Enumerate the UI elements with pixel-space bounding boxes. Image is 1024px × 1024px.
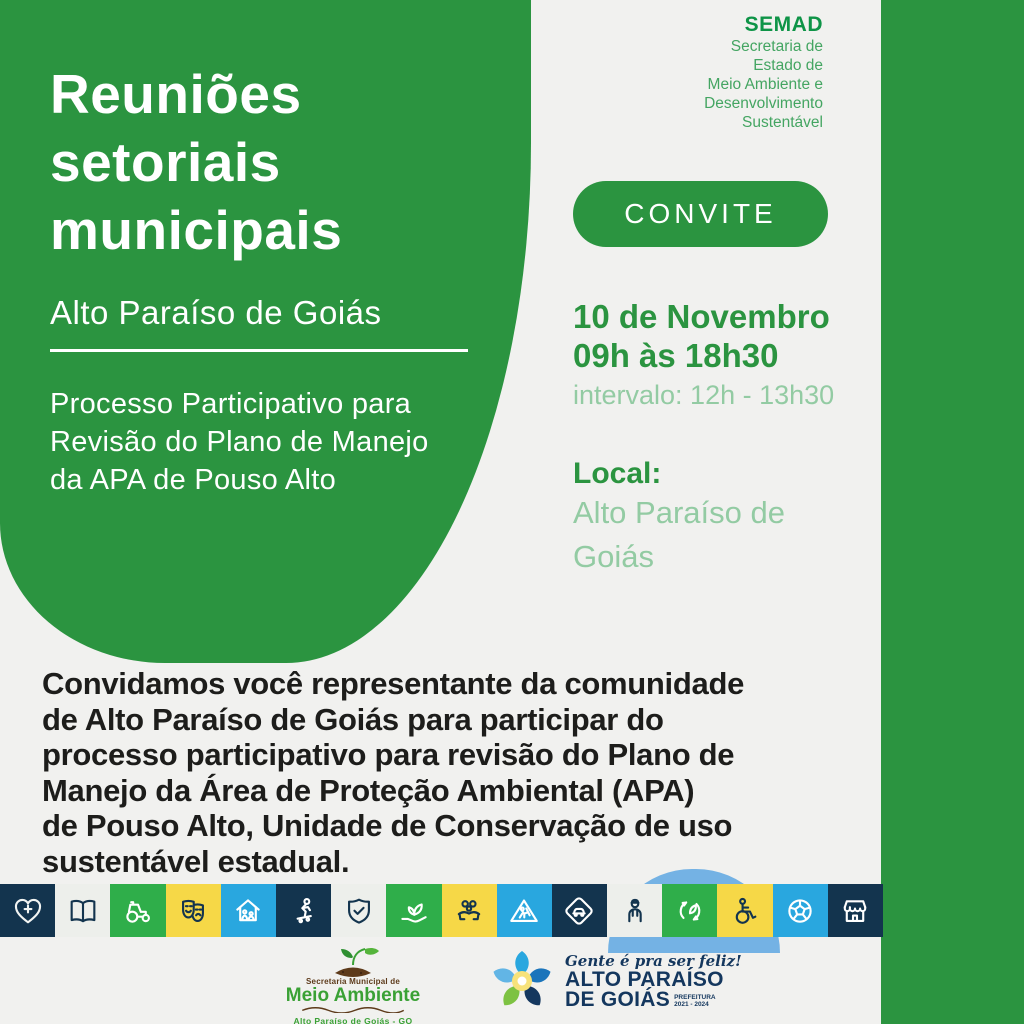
subtitle-divider bbox=[50, 349, 468, 352]
wave-line-icon bbox=[293, 1006, 413, 1013]
icon-tile-theater-masks bbox=[166, 884, 221, 937]
icon-tile-traffic-sign bbox=[552, 884, 607, 937]
poster-desc-line1: Processo Participativo para bbox=[50, 388, 412, 420]
icon-tile-wheelchair-access bbox=[717, 884, 772, 937]
term-line2: 2021 - 2024 bbox=[674, 1001, 709, 1008]
event-interval: intervalo: 12h - 13h30 bbox=[573, 380, 835, 410]
semad-line4: Desenvolvimento bbox=[704, 95, 823, 112]
icon-tile-store-front bbox=[828, 884, 883, 937]
right-green-strip bbox=[881, 0, 1024, 1024]
recycle-leaf-icon bbox=[673, 894, 707, 928]
family-care-icon bbox=[452, 894, 486, 928]
municipio-label: Alto Paraíso de Goiás - GO bbox=[293, 1016, 413, 1024]
icon-tile-soccer-ball bbox=[773, 884, 828, 937]
invitation-line2: de Alto Paraíso de Goiás para participar do bbox=[42, 701, 664, 737]
shield-check-icon bbox=[342, 894, 376, 928]
icon-tile-tractor bbox=[110, 884, 165, 937]
invitation-text bbox=[42, 666, 892, 879]
poster-title-line2: setoriais bbox=[50, 131, 281, 193]
sprout-plant-icon bbox=[321, 943, 385, 977]
event-time: 09h às 18h30 bbox=[573, 337, 779, 374]
poster-title bbox=[50, 60, 531, 264]
icon-tile-skateboarder bbox=[276, 884, 331, 937]
invitation-line3: processo participativo para revisão do Plano de bbox=[42, 737, 735, 772]
secretaria-meio-ambiente-logo bbox=[278, 943, 428, 1024]
city-name-line1: ALTO PARAÍSO bbox=[565, 968, 724, 991]
city-name-line2: DE GOIÁS bbox=[565, 988, 671, 1011]
icon-tile-house-family bbox=[221, 884, 276, 937]
icon-tile-open-book bbox=[55, 884, 110, 937]
open-book-icon bbox=[66, 894, 100, 928]
local-line1: Alto Paraíso de bbox=[573, 495, 785, 530]
invitation-line5: de Pouso Alto, Unidade de Conservação de uso bbox=[42, 808, 733, 843]
skateboarder-icon bbox=[287, 894, 321, 928]
semad-line1: Secretaria de bbox=[730, 38, 823, 55]
guide-person-icon bbox=[618, 894, 652, 928]
icon-tile-hand-plant bbox=[386, 884, 441, 937]
secretaria-label: Secretaria Municipal de bbox=[306, 977, 400, 986]
poster-desc-line2: Revisão do Plano de Manejo bbox=[50, 426, 429, 458]
services-icon-strip bbox=[0, 884, 883, 937]
semad-line2: Estado de bbox=[753, 57, 823, 74]
convite-badge: CONVITE bbox=[573, 181, 828, 247]
poster-desc-line3: da APA de Pouso Alto bbox=[50, 464, 337, 496]
icon-tile-shield-check bbox=[331, 884, 386, 937]
house-family-icon bbox=[231, 894, 265, 928]
icon-tile-recycle-leaf bbox=[662, 884, 717, 937]
footer-logos bbox=[0, 937, 883, 1024]
meio-ambiente-label: Meio Ambiente bbox=[285, 985, 421, 1006]
term-line1: PREFEITURA bbox=[674, 994, 716, 1001]
soccer-ball-icon bbox=[783, 894, 817, 928]
icon-tile-family-care bbox=[442, 884, 497, 937]
semad-line3: Meio Ambiente e bbox=[707, 76, 823, 93]
invitation-line4: Manejo da Área de Proteção Ambiental (APA) bbox=[42, 772, 695, 808]
store-front-icon bbox=[838, 894, 872, 928]
poster-description bbox=[50, 385, 531, 499]
semad-line5: Sustentável bbox=[742, 114, 823, 131]
icon-tile-guide-person bbox=[607, 884, 662, 937]
poster-title-line3: municipais bbox=[50, 199, 343, 261]
icon-tile-heart-health bbox=[0, 884, 55, 937]
invitation-line1: Convidamos você representante da comunidade bbox=[42, 666, 745, 701]
theater-masks-icon bbox=[176, 894, 210, 928]
administration-term bbox=[674, 994, 716, 1010]
semad-name: SEMAD bbox=[744, 13, 823, 36]
local-label: Local: bbox=[573, 457, 662, 490]
road-works-icon bbox=[507, 894, 541, 928]
flower-emblem-icon bbox=[486, 945, 558, 1017]
green-blob-panel bbox=[0, 0, 531, 663]
tractor-icon bbox=[121, 894, 155, 928]
event-info bbox=[573, 297, 878, 579]
event-date: 10 de Novembro bbox=[573, 298, 830, 335]
alto-paraiso-city-logo bbox=[486, 945, 742, 1017]
local-line2: Goiás bbox=[573, 539, 654, 574]
icon-tile-road-works bbox=[497, 884, 552, 937]
poster-title-line1: Reuniões bbox=[50, 63, 302, 125]
poster-subtitle: Alto Paraíso de Goiás bbox=[50, 294, 382, 331]
semad-logo-block bbox=[704, 13, 823, 132]
hand-plant-icon bbox=[397, 894, 431, 928]
wheelchair-access-icon bbox=[728, 894, 762, 928]
invitation-line6: sustentável estadual. bbox=[42, 843, 350, 879]
city-slogan: Gente é pra ser feliz! bbox=[565, 952, 742, 970]
heart-health-icon bbox=[11, 894, 45, 928]
traffic-sign-icon bbox=[562, 894, 596, 928]
